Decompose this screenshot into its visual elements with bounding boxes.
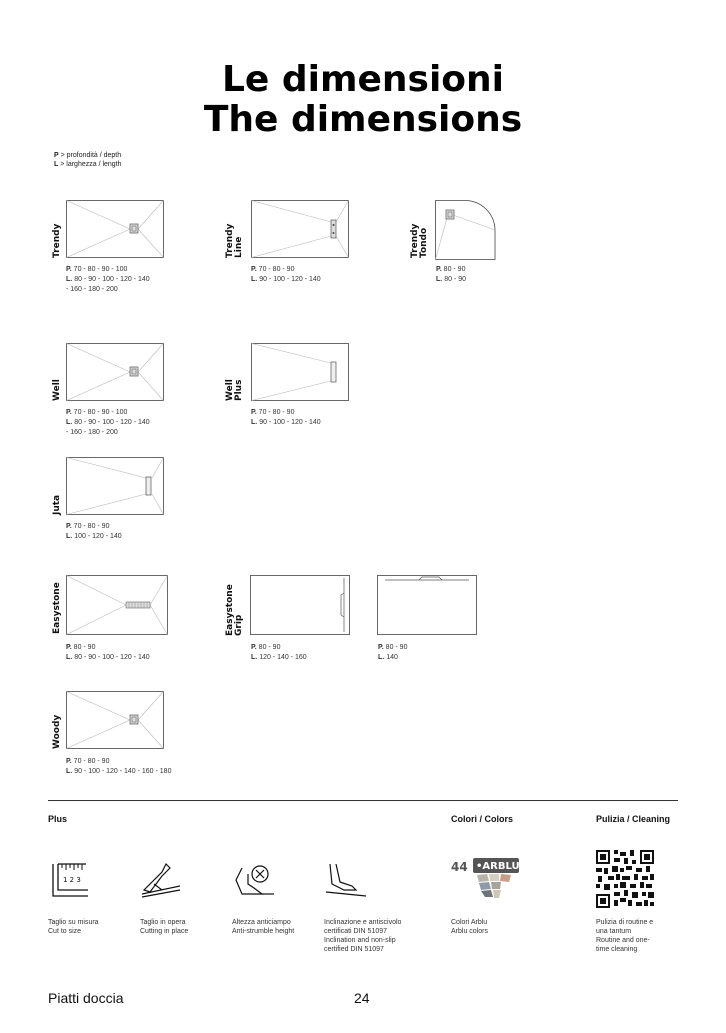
easystone-variant-specs: P. 80 - 90 L. 140 — [378, 644, 408, 661]
qr-code-icon — [596, 850, 654, 913]
feature-cutting-in-place: Taglio in opera Cutting in place — [140, 919, 189, 935]
woody-specs: P. 70 - 80 - 90 L. 90 - 100 - 120 - 140 - 160 - 180 — [66, 758, 172, 775]
well-specs: P. 70 - 80 - 90 - 100 L. 80 - 90 - 100 - 120 - 140 - 160 - 180 - 200 — [66, 409, 150, 436]
trendy-specs: P. 70 - 80 - 90 - 100 L. 80 - 90 - 100 - 120 - 140 - 160 - 180 - 200 — [66, 266, 150, 293]
product-name-trendy-tondo: Trendy Tondo — [410, 223, 429, 258]
trendy-tondo-drawing — [435, 200, 497, 262]
juta-drawing — [66, 457, 166, 517]
product-name-woody: Woody — [52, 714, 62, 749]
product-name-well: Well — [52, 379, 62, 401]
product-name-easystone: Easystone — [52, 582, 62, 634]
product-name-well-plus: Well Plus — [225, 379, 244, 401]
product-name-juta: Juta — [52, 494, 62, 515]
ruler-digits: 1 2 3 — [63, 876, 81, 884]
page-number: 24 — [354, 990, 370, 1006]
ruler-icon — [50, 862, 90, 903]
page-title-italian: Le dimensioni — [221, 59, 505, 100]
juta-specs: P. 70 - 80 - 90 L. 100 - 120 - 140 — [66, 523, 122, 540]
well-plus-drawing — [251, 343, 351, 403]
feature-inclination-non-slip: Inclinazione e antiscivolo certificati DIN 51097 Inclination and non-slip certified DIN 51097 — [324, 919, 402, 953]
page-title-english: The dimensions — [203, 99, 523, 140]
easystone-grip-drawing — [250, 575, 354, 637]
well-drawing — [66, 343, 166, 403]
feature-cut-to-size: Taglio su misura Cut to size — [48, 919, 99, 935]
footer-section-label: Piatti doccia — [48, 990, 124, 1006]
trendy-line-specs: P. 70 - 80 - 90 L. 90 - 100 - 120 - 140 — [251, 266, 321, 283]
section-heading-plus: Plus — [48, 814, 68, 824]
easystone-specs: P. 80 - 90 L. 80 - 90 - 100 - 120 - 140 — [66, 644, 150, 661]
easystone-grip-specs: P. 80 - 90 L. 120 - 140 - 160 — [251, 644, 307, 661]
section-divider — [48, 800, 678, 801]
easystone-variant-drawing — [377, 575, 481, 637]
section-heading-cleaning: Pulizia / Cleaning — [596, 814, 671, 824]
cutter-icon — [140, 860, 184, 903]
colors-count: 44 — [451, 860, 468, 874]
colors-brand: •ARBLU — [476, 861, 520, 872]
easystone-drawing — [66, 575, 170, 637]
legend-depth: P > profondità / depth — [54, 152, 122, 159]
foot-slope-icon — [324, 860, 368, 903]
legend-length: L > larghezza / length — [54, 161, 122, 168]
woody-drawing — [66, 691, 166, 751]
product-name-easystone-grip: Easystone Grip — [225, 584, 244, 636]
trendy-drawing — [66, 200, 166, 260]
color-swatch-icon — [451, 855, 521, 908]
trendy-line-drawing — [251, 200, 351, 260]
feature-anti-stumble: Altezza anticiampo Anti-strumble height — [232, 919, 295, 935]
well-plus-specs: P. 70 - 80 - 90 L. 90 - 100 - 120 - 140 — [251, 409, 321, 426]
product-name-trendy-line: Trendy Line — [225, 223, 244, 258]
trendy-tondo-specs: P. 80 - 90 L. 80 - 90 — [436, 266, 466, 283]
section-heading-colors: Colori / Colors — [451, 814, 514, 824]
feature-arblu-colors: Colori Arblu Arblu colors — [451, 919, 488, 935]
product-name-trendy: Trendy — [52, 223, 62, 258]
feature-cleaning: Pulizia di routine e una tantum Routine and one- time cleaning — [596, 919, 654, 953]
foot-no-stumble-icon — [232, 860, 276, 903]
